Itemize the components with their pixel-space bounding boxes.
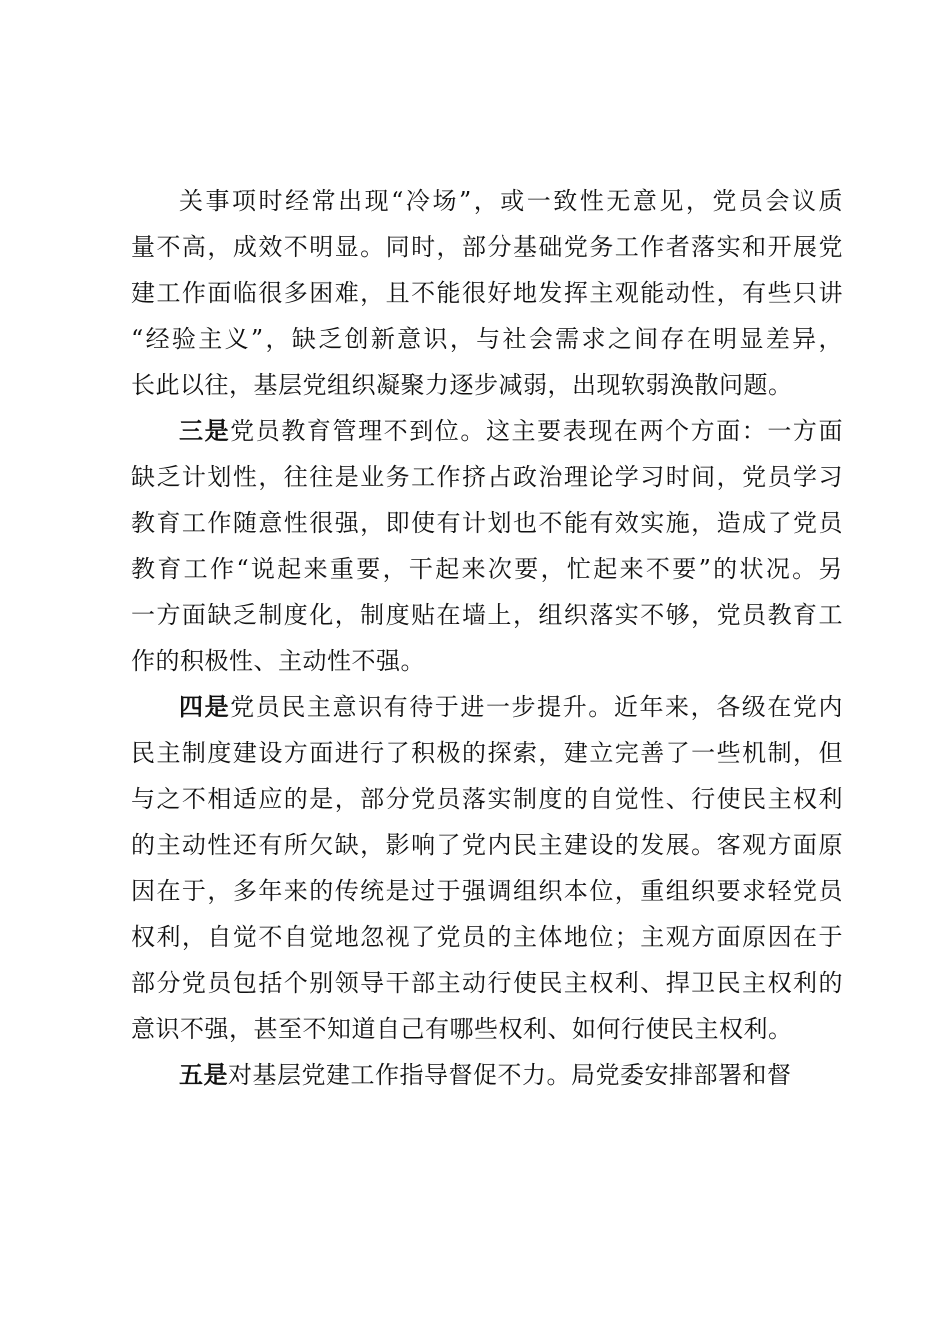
- paragraph-lead: 五是: [179, 1060, 228, 1089]
- text-line: 意识不强，甚至不知道自己有哪些权利、如何行使民主权利。: [131, 1015, 793, 1043]
- text-line: 量不高，成效不明显。同时，部分基础党务工作者落实和开展党: [131, 233, 843, 261]
- text-line: 与之不相适应的是，部分党员落实制度的自觉性、行使民主权利: [131, 785, 843, 813]
- text-line: 关事项时经常出现“冷场”，或一致性无意见，党员会议质: [179, 187, 843, 215]
- text-line: 民主制度建设方面进行了积极的探索，建立完善了一些机制，但: [131, 739, 843, 767]
- text-line: 的主动性还有所欠缺，影响了党内民主建设的发展。客观方面原: [131, 831, 843, 859]
- text-line: 因在于，多年来的传统是过于强调组织本位，重组织要求轻党员: [131, 877, 843, 905]
- paragraph-lead: 三是: [179, 416, 231, 445]
- paragraph-lead: 四是: [179, 692, 231, 721]
- text-line: 权利，自觉不自觉地忽视了党员的主体地位；主观方面原因在于: [131, 923, 843, 951]
- text-line: 三是党员教育管理不到位。这主要表现在两个方面：一方面: [179, 416, 844, 445]
- text-line: 一方面缺乏制度化，制度贴在墙上，组织落实不够，党员教育工: [131, 601, 843, 629]
- text-line: 作的积极性、主动性不强。: [131, 647, 425, 675]
- text-line: 教育工作随意性很强，即使有计划也不能有效实施，造成了党员: [131, 509, 843, 537]
- text-line: 部分党员包括个别领导干部主动行使民主权利、捍卫民主权利的: [131, 969, 843, 997]
- text-line: 长此以往，基层党组织凝聚力逐步减弱，出现软弱涣散问题。: [131, 371, 793, 399]
- body-text: [131, 178, 843, 1098]
- text-line: 建工作面临很多困难，且不能很好地发挥主观能动性，有些只讲: [131, 279, 843, 307]
- text-line: 缺乏计划性，往往是业务工作挤占政治理论学习时间，党员学习: [131, 463, 843, 491]
- text-line: 五是对基层党建工作指导督促不力。局党委安排部署和督: [179, 1060, 792, 1089]
- text-line: “经验主义”，缺乏创新意识，与社会需求之间存在明显差异，: [131, 325, 843, 353]
- text-line: 教育工作“说起来重要，干起来次要，忙起来不要”的状况。另: [131, 555, 843, 583]
- text-line: 四是党员民主意识有待于进一步提升。近年来，各级在党内: [179, 692, 844, 721]
